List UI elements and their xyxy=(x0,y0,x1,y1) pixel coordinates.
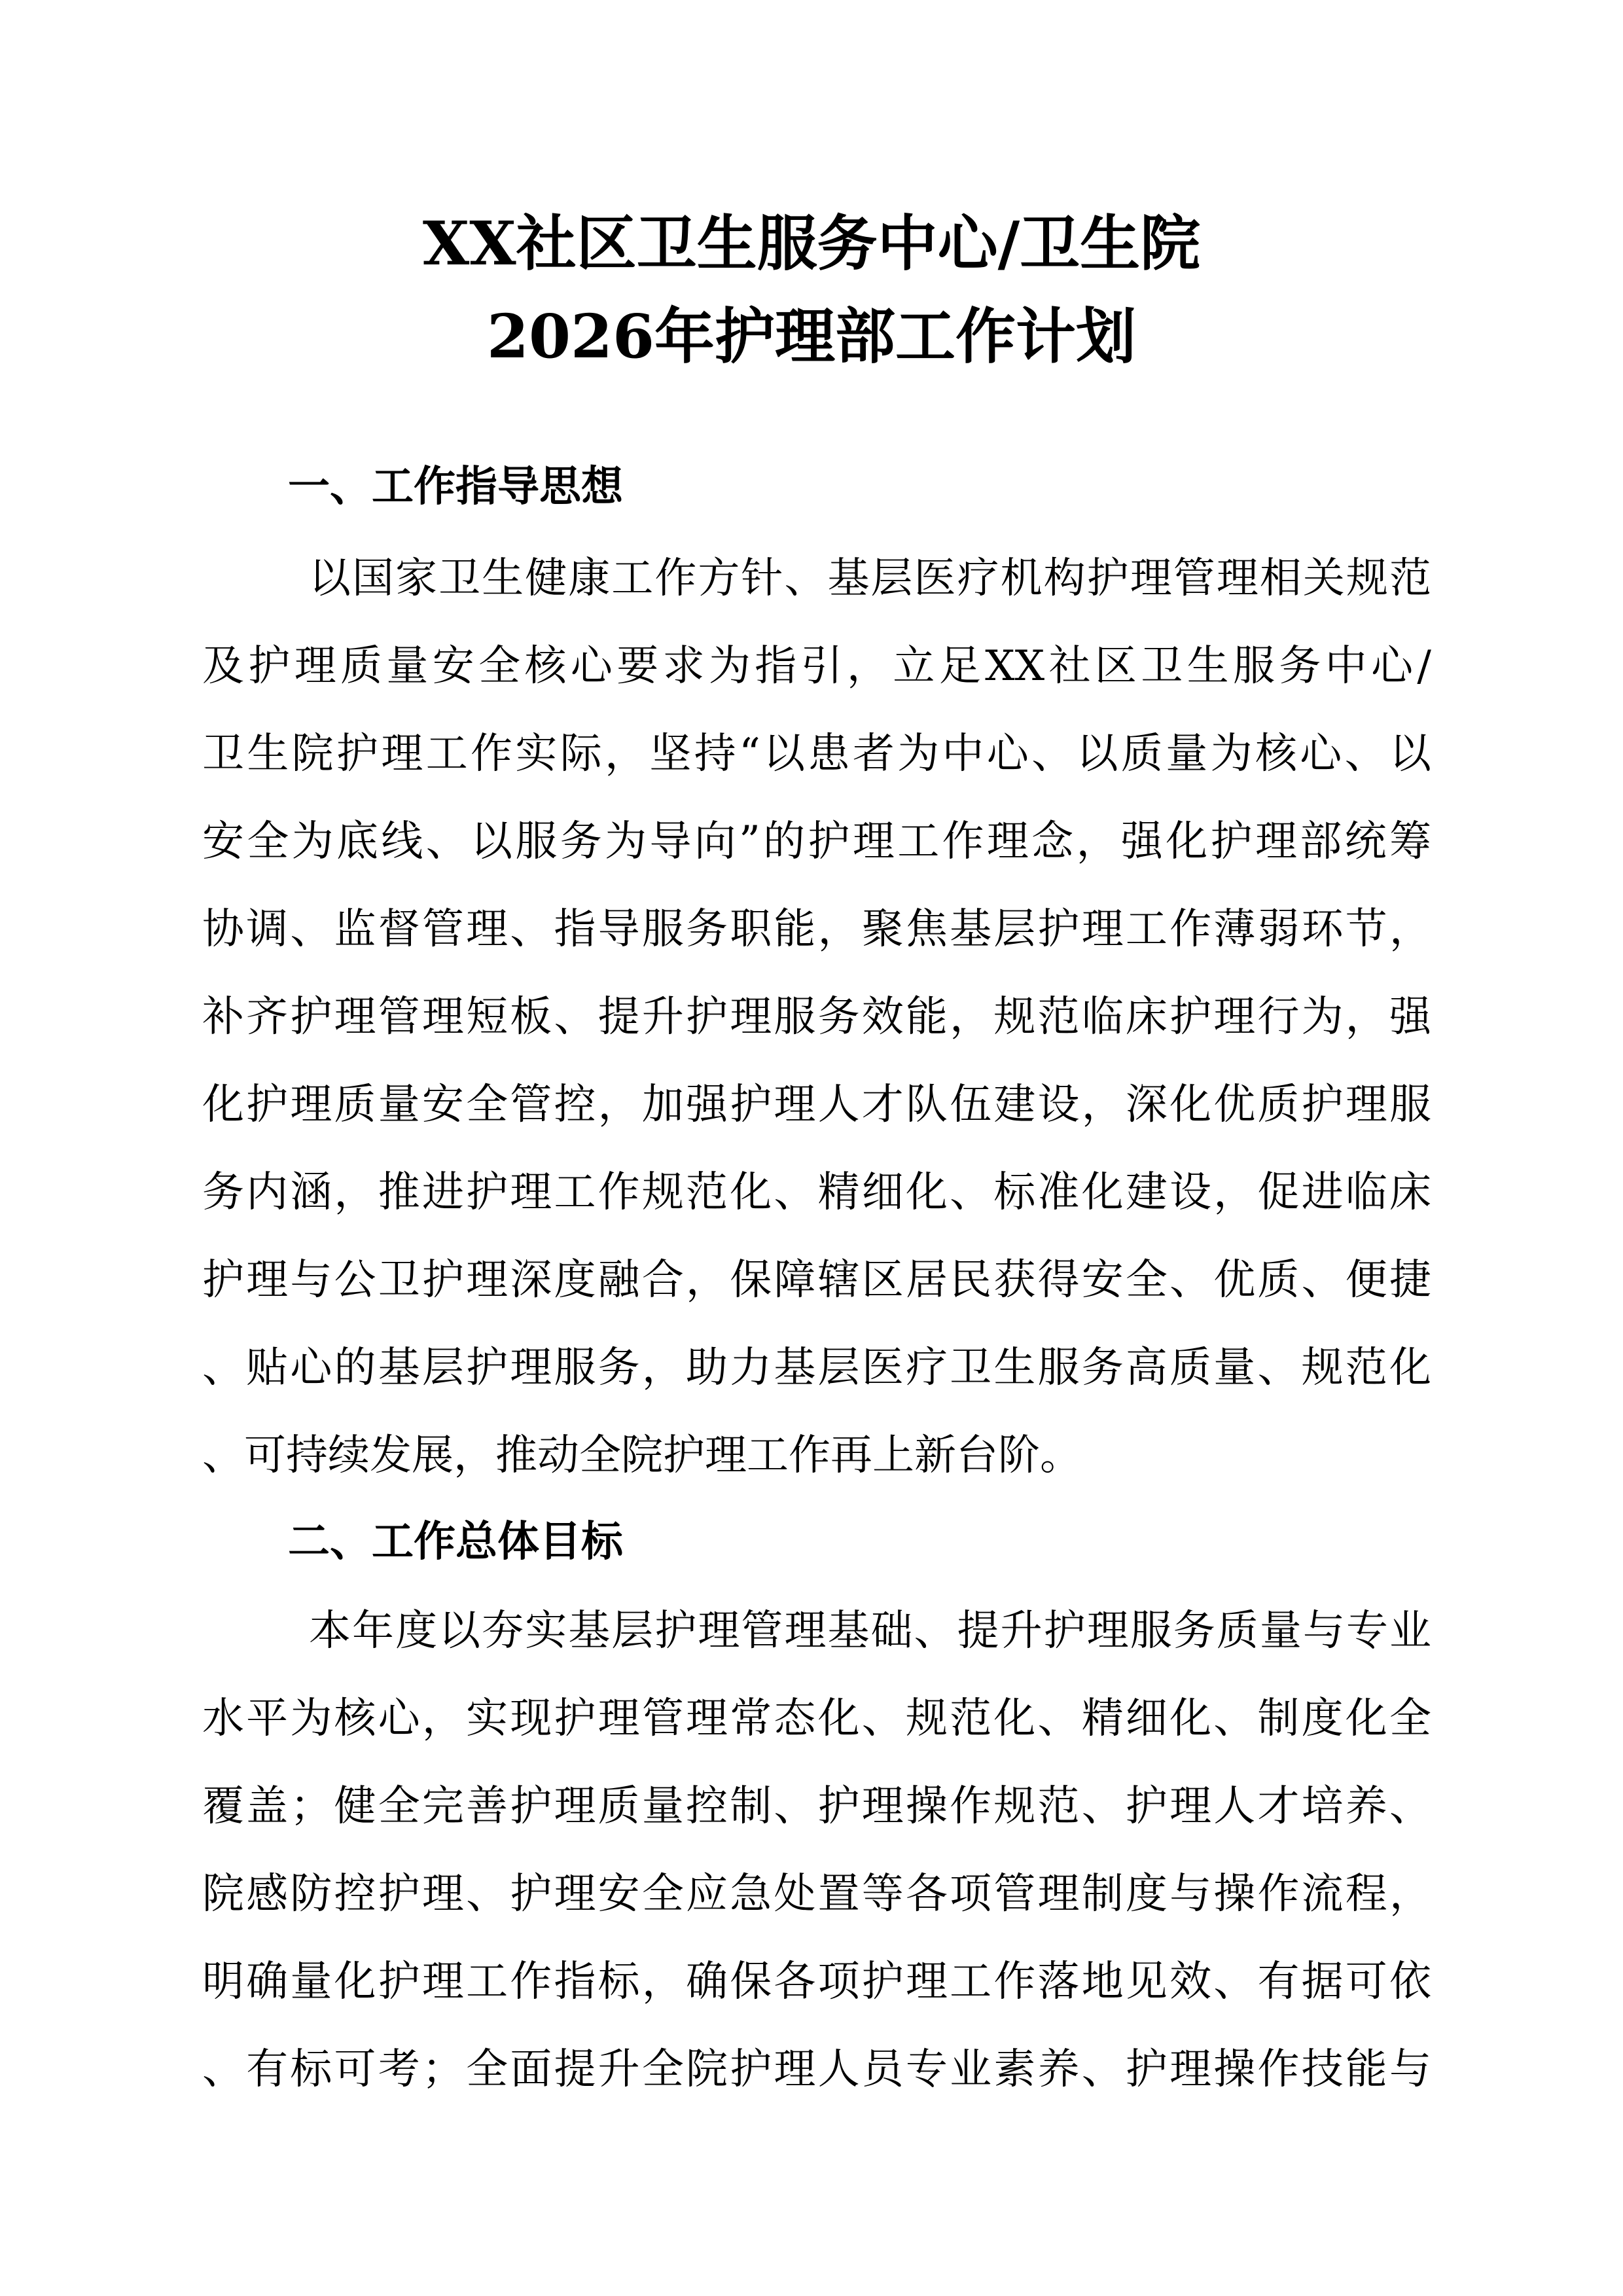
section-heading-overall-goals: 二、工作总体目标 xyxy=(288,1518,623,1566)
paragraph-line: 本年度以夯实基层护理管理基础、提升护理服务质量与专业 xyxy=(309,1607,1431,1655)
paragraph-line: 明确量化护理工作指标，确保各项护理工作落地见效、有据可依 xyxy=(202,1958,1431,2006)
paragraph-line: 补齐护理管理短板、提升护理服务效能，规范临床护理行为，强 xyxy=(202,993,1431,1041)
paragraph-line: 协调、监督管理、指导服务职能，聚焦基层护理工作薄弱环节， xyxy=(202,905,1431,954)
paragraph-line: 化护理质量安全管控，加强护理人才队伍建设，深化优质护理服 xyxy=(202,1081,1431,1129)
section-heading-guiding-ideology: 一、工作指导思想 xyxy=(288,463,623,511)
paragraph-line: 以国家卫生健康工作方针、基层医疗机构护理管理相关规范 xyxy=(309,554,1431,603)
paragraph-line: 院感防控护理、护理安全应急处置等各项管理制度与操作流程， xyxy=(202,1870,1431,1918)
paragraph-line: 护理与公卫护理深度融合，保障辖区居民获得安全、优质、便捷 xyxy=(202,1256,1431,1304)
paragraph-line: 务内涵，推进护理工作规范化、精细化、标准化建设，促进临床 xyxy=(202,1168,1431,1217)
document-title-line-1: XX社区卫生服务中心/卫生院 xyxy=(422,208,1201,279)
paragraph-line: 覆盖；健全完善护理质量控制、护理操作规范、护理人才培养、 xyxy=(202,1782,1431,1831)
paragraph-line: 卫生院护理工作实际，坚持“以患者为中心、以质量为核心、以 xyxy=(202,730,1431,778)
paragraph-line: 、贴心的基层护理服务，助力基层医疗卫生服务高质量、规范化 xyxy=(202,1344,1431,1392)
paragraph-line: 、可持续发展，推动全院护理工作再上新台阶。 xyxy=(202,1431,1082,1480)
document-title-line-2: 2026年护理部工作计划 xyxy=(486,301,1137,372)
paragraph-line: 、有标可考；全面提升全院护理人员专业素养、护理操作技能与 xyxy=(202,2045,1431,2094)
paragraph-line: 及护理质量安全核心要求为指引，立足XX社区卫生服务中心/ xyxy=(202,642,1431,691)
paragraph-line: 安全为底线、以服务为导向”的护理工作理念，强化护理部统筹 xyxy=(202,817,1431,866)
paragraph-line: 水平为核心，实现护理管理常态化、规范化、精细化、制度化全 xyxy=(202,1695,1431,1743)
